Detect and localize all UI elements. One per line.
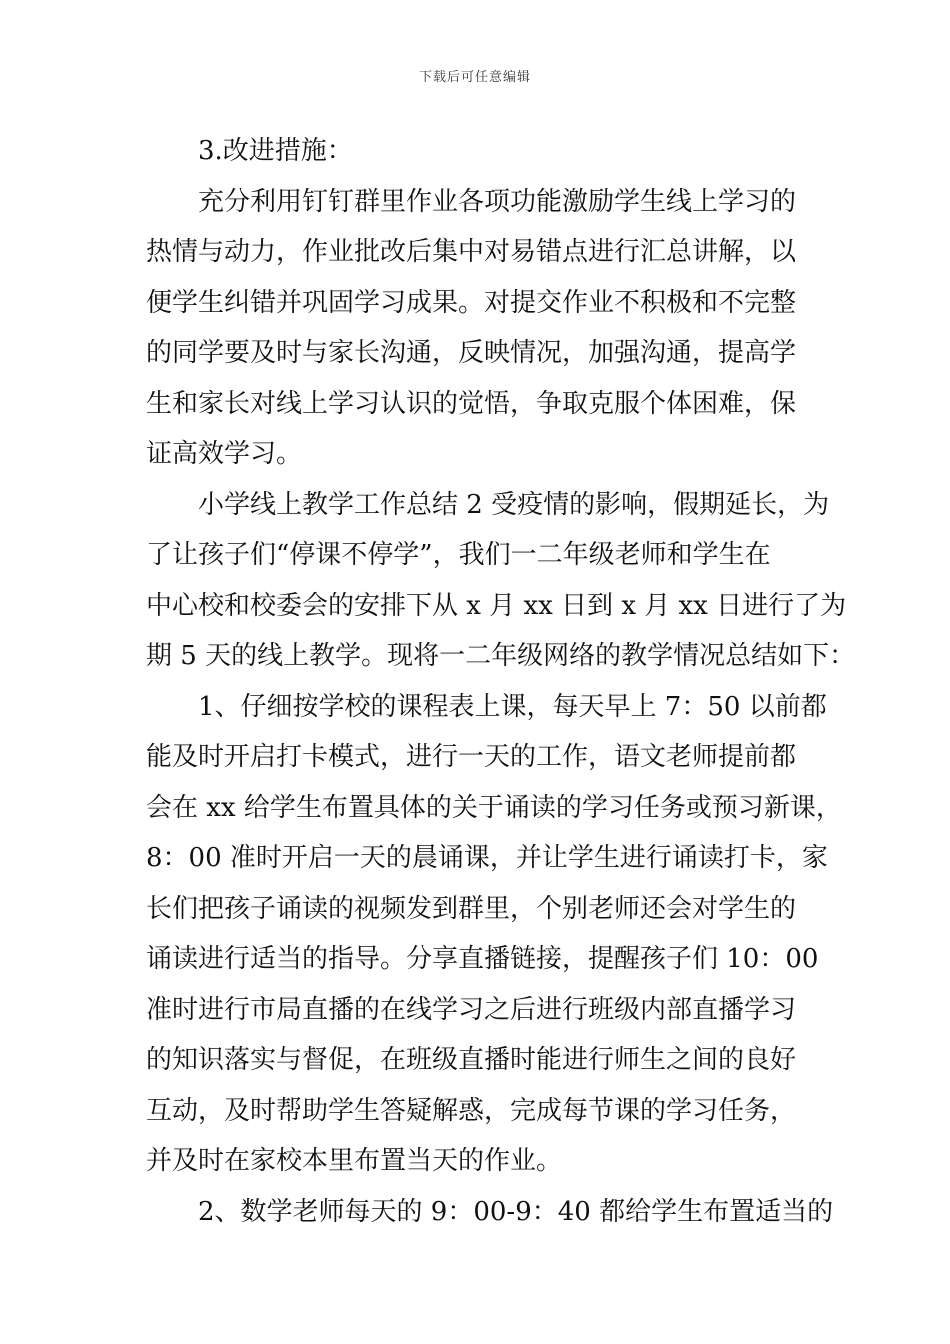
paragraph-line: 的同学要及时与家长沟通，反映情况，加强沟通，提高学 [146,338,797,368]
paragraph-line: 中心校和校委会的安排下从 x 月 xx 日到 x 月 xx 日进行了为 [146,590,847,621]
paragraph-line: 诵读进行适当的指导。分享直播链接，提醒孩子们 10：00 [146,944,819,974]
paragraph-line: 1、仔细按学校的课程表上课，每天早上 7：50 以前都 [198,691,827,722]
paragraph-line: 2、数学老师每天的 9：00-9：40 都给学生布置适当的 [198,1196,834,1227]
paragraph-line: 互动，及时帮助学生答疑解惑，完成每节课的学习任务， [146,1095,797,1126]
paragraph-line: 热情与动力，作业批改后集中对易错点进行汇总讲解，以 [146,237,797,267]
paragraph-line: 准时进行市局直播的在线学习之后进行班级内部直播学习 [146,994,797,1025]
header-note: 下载后可任意编辑 [418,70,531,85]
document-body [146,126,856,1237]
paragraph-line: 会在 xx 给学生布置具体的关于诵读的学习任务或预习新课， [146,792,842,823]
paragraph-line: 便学生纠错并巩固学习成果。对提交作业不积极和不完整 [146,287,797,318]
paragraph-line: 期 5 天的线上教学。现将一二年级网络的教学情况总结如下： [146,641,856,671]
section-heading: 3.改进措施： [198,136,353,166]
paragraph-line: 生和家长对线上学习认识的觉悟，争取克服个体困难，保 [146,388,797,419]
paragraph-line: 小学线上教学工作总结 2 受疫情的影响，假期延长，为 [198,489,830,520]
paragraph-line: 能及时开启打卡模式，进行一天的工作，语文老师提前都 [146,742,797,772]
paragraph-line: 了让孩子们“停课不停学”，我们一二年级老师和学生在 [146,540,771,570]
paragraph-line: 证高效学习。 [146,439,303,469]
paragraph-line: 长们把孩子诵读的视频发到群里，个别老师还会对学生的 [146,893,797,924]
paragraph-line: 并及时在家校本里布置当天的作业。 [146,1146,563,1176]
paragraph-line: 8：00 准时开启一天的晨诵课，并让学生进行诵读打卡，家 [146,843,828,873]
paragraph-line: 充分利用钉钉群里作业各项功能激励学生线上学习的 [198,186,797,217]
paragraph-line: 的知识落实与督促，在班级直播时能进行师生之间的良好 [146,1045,797,1075]
